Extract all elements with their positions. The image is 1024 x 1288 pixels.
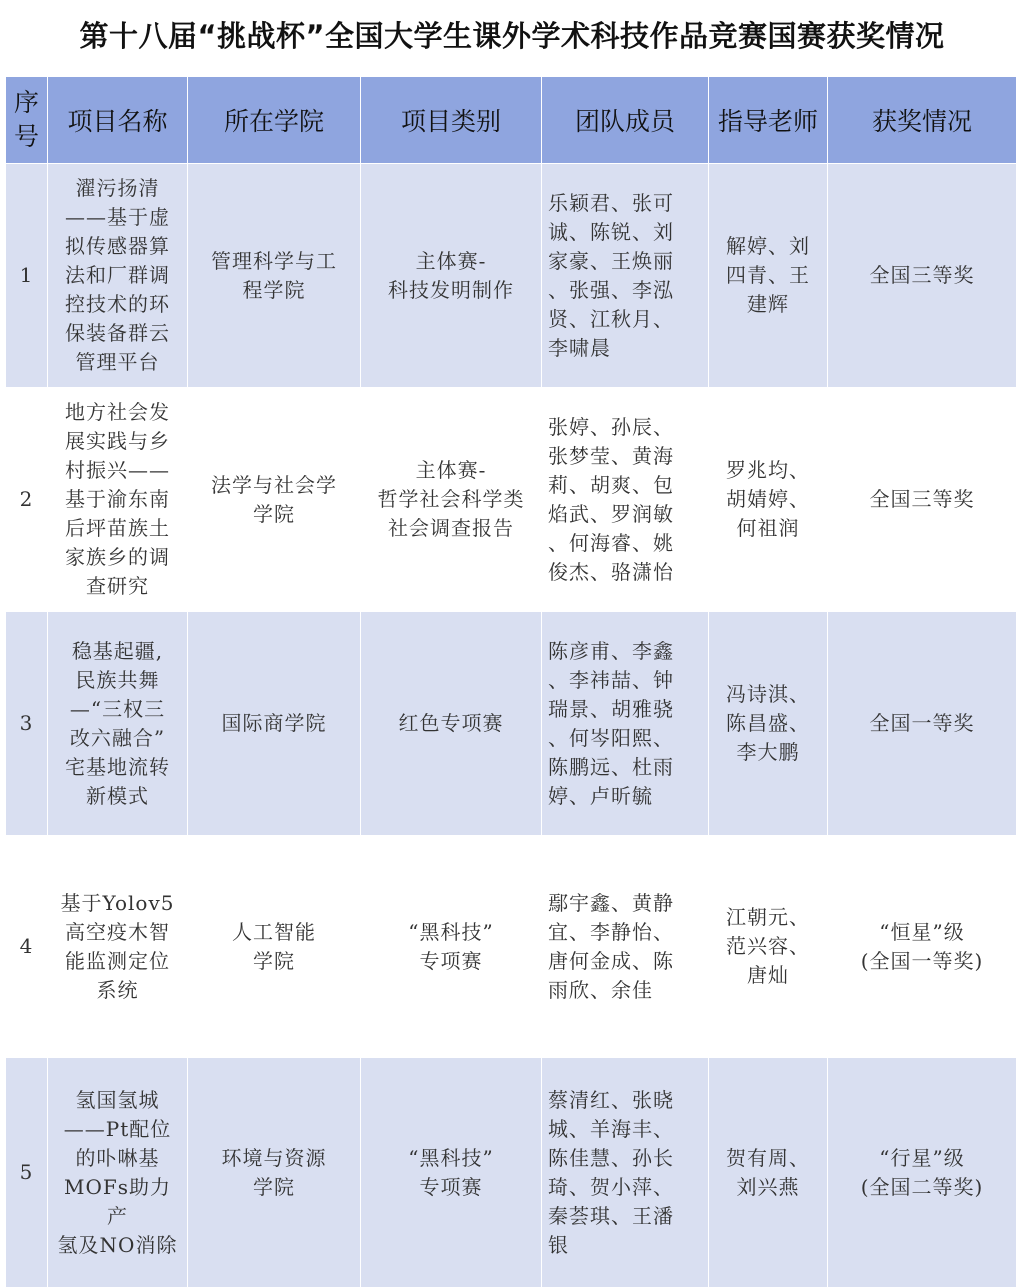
cell-line: 焰武、罗润敏 bbox=[548, 501, 674, 526]
cell-line: 李啸晨 bbox=[548, 335, 611, 360]
award-cell bbox=[828, 164, 1017, 388]
cell-line: 、张强、李泓 bbox=[548, 277, 674, 302]
award-cell bbox=[828, 612, 1017, 836]
advisor-cell bbox=[709, 164, 828, 388]
cell-line: 地方社会发 bbox=[65, 400, 170, 424]
award-cell bbox=[828, 1058, 1017, 1288]
cell-line: 主体赛- bbox=[415, 458, 487, 482]
cell-line: 范兴容、 bbox=[726, 934, 810, 958]
cell-line: 、李祎喆、钟 bbox=[548, 667, 674, 692]
header-category: 项目类别 bbox=[361, 77, 542, 164]
cell-line: 管理科学与工 bbox=[211, 248, 337, 273]
project-name-cell bbox=[48, 164, 188, 388]
cell-line: 保装备群云 bbox=[65, 321, 170, 345]
cell-line: 家族乡的调 bbox=[65, 545, 170, 569]
cell-line: 哲学社会科学类 bbox=[377, 487, 525, 511]
cell-line: 江朝元、 bbox=[726, 905, 810, 929]
cell-line: ——基于虚 bbox=[65, 205, 170, 229]
cell-line: 四青、王 bbox=[726, 263, 810, 287]
cell-line: 环境与资源 bbox=[221, 1145, 327, 1170]
cell-line: MOFs助力产 bbox=[63, 1174, 171, 1228]
cell-line: 俊杰、骆潇怡 bbox=[548, 559, 674, 584]
cell-line: 宜、李静怡、 bbox=[548, 919, 674, 944]
cell-line: 瑞景、胡雅骁 bbox=[548, 696, 674, 721]
college-cell bbox=[188, 836, 361, 1058]
cell-line: 蔡清红、张晓 bbox=[548, 1087, 674, 1112]
cell-line: (全国一等奖) bbox=[860, 948, 984, 973]
cell-line: 鄢宇鑫、黄静 bbox=[548, 890, 674, 915]
cell-line: 新模式 bbox=[86, 783, 149, 808]
cell-line: —“三权三 bbox=[69, 696, 166, 721]
header-members: 团队成员 bbox=[542, 77, 709, 164]
advisor-cell bbox=[709, 836, 828, 1058]
table-row bbox=[6, 388, 1017, 612]
page-title: 第十八届“挑战杯”全国大学生课外学术科技作品竞赛国赛获奖情况 bbox=[79, 19, 945, 53]
cell-line: 改六融合” bbox=[69, 725, 166, 750]
cell-line: 唐何金成、陈 bbox=[548, 948, 674, 973]
cell-line: 学院 bbox=[253, 948, 295, 973]
cell-line: 张梦莹、黄海 bbox=[548, 443, 674, 468]
advisor-cell bbox=[709, 612, 828, 836]
cell-line: 建辉 bbox=[747, 292, 789, 316]
cell-line: 法和厂群调 bbox=[65, 263, 170, 287]
cell-line: 全国三等奖 bbox=[869, 263, 975, 287]
cell-line: 基于Yolov5 bbox=[60, 890, 175, 915]
cell-line: 主体赛- bbox=[415, 248, 487, 273]
cell-line: 的卟啉基 bbox=[75, 1145, 160, 1170]
cell-line: 城、羊海丰、 bbox=[548, 1116, 674, 1141]
cell-line: 贺有周、 bbox=[726, 1145, 810, 1170]
cell-line: 乐颖君、张可 bbox=[548, 190, 674, 215]
members-cell bbox=[542, 1058, 709, 1288]
seq-cell bbox=[6, 1058, 48, 1288]
cell-line: 秦荟琪、王潘 bbox=[548, 1203, 674, 1228]
award-cell bbox=[828, 836, 1017, 1058]
award-cell bbox=[828, 388, 1017, 612]
cell-line: 氢国氢城 bbox=[75, 1087, 160, 1112]
cell-line: 何祖润 bbox=[736, 516, 800, 540]
cell-line: 红色专项赛 bbox=[398, 711, 504, 735]
cell-line: 莉、胡爽、包 bbox=[548, 472, 674, 497]
college-cell bbox=[188, 164, 361, 388]
cell-line: 银 bbox=[548, 1232, 569, 1257]
seq-cell bbox=[6, 836, 48, 1058]
category-cell bbox=[361, 612, 542, 836]
college-cell bbox=[188, 612, 361, 836]
cell-line: ——Pt配位 bbox=[63, 1116, 172, 1141]
cell-line: 刘兴燕 bbox=[736, 1174, 800, 1199]
table-row bbox=[6, 612, 1017, 836]
cell-line: 雨欣、余佳 bbox=[548, 977, 653, 1002]
cell-line: 管理平台 bbox=[75, 350, 160, 374]
cell-line: 解婷、刘 bbox=[726, 234, 810, 258]
advisor-cell bbox=[709, 1058, 828, 1288]
cell-line: 法学与社会学 bbox=[211, 472, 337, 497]
cell-line: 诚、陈锐、刘 bbox=[548, 219, 674, 244]
cell-line: 3 bbox=[19, 711, 34, 735]
cell-line: 陈昌盛、 bbox=[726, 711, 810, 735]
cell-line: 后坪苗族土 bbox=[65, 516, 170, 540]
cell-line: 控技术的环 bbox=[65, 292, 170, 316]
cell-line: 全国一等奖 bbox=[869, 711, 975, 735]
cell-line: 能监测定位 bbox=[65, 948, 170, 973]
cell-line: “黑科技” bbox=[408, 1145, 494, 1170]
cell-line: 基于渝东南 bbox=[65, 487, 170, 511]
cell-line: 陈彦甫、李鑫 bbox=[548, 638, 674, 663]
cell-line: 民族共舞 bbox=[75, 667, 160, 692]
cell-line: 4 bbox=[19, 934, 34, 958]
cell-line: 系统 bbox=[96, 977, 139, 1002]
cell-line: 专项赛 bbox=[419, 948, 483, 973]
cell-line: 濯污扬清 bbox=[75, 176, 160, 200]
cell-line: 胡婧婷、 bbox=[726, 487, 810, 511]
cell-line: 贤、江秋月、 bbox=[548, 306, 674, 331]
cell-line: 宅基地流转 bbox=[65, 754, 170, 779]
cell-line: 科技发明制作 bbox=[388, 277, 514, 302]
cell-line: “黑科技” bbox=[408, 919, 494, 944]
cell-line: 李大鹏 bbox=[736, 740, 800, 764]
cell-line: (全国二等奖) bbox=[860, 1174, 984, 1199]
cell-line: 2 bbox=[19, 487, 34, 511]
category-cell bbox=[361, 836, 542, 1058]
cell-line: 陈佳慧、孙长 bbox=[548, 1145, 674, 1170]
table-row bbox=[6, 1058, 1017, 1288]
cell-line: 专项赛 bbox=[419, 1174, 483, 1199]
members-cell bbox=[542, 836, 709, 1058]
cell-line: 高空疫木智 bbox=[65, 919, 170, 944]
cell-line: 婷、卢昕毓 bbox=[548, 783, 653, 808]
header-college: 所在学院 bbox=[188, 77, 361, 164]
cell-line: 、何海睿、姚 bbox=[548, 530, 674, 555]
category-cell bbox=[361, 1058, 542, 1288]
cell-line: 展实践与乡 bbox=[65, 429, 170, 453]
advisor-cell bbox=[709, 388, 828, 612]
header-seq: 序 号 bbox=[6, 77, 48, 164]
project-name-cell bbox=[48, 1058, 188, 1288]
table-row bbox=[6, 164, 1017, 388]
cell-line: 查研究 bbox=[86, 574, 149, 598]
table-header-row bbox=[6, 77, 1017, 164]
college-cell bbox=[188, 1058, 361, 1288]
cell-line: 张婷、孙辰、 bbox=[548, 414, 674, 439]
cell-line: 程学院 bbox=[242, 277, 306, 302]
project-name-cell bbox=[48, 612, 188, 836]
seq-cell bbox=[6, 612, 48, 836]
project-name-cell bbox=[48, 836, 188, 1058]
cell-line: 1 bbox=[19, 263, 34, 287]
cell-line: 村振兴—— bbox=[65, 458, 170, 482]
header-award: 获奖情况 bbox=[828, 77, 1017, 164]
cell-line: 琦、贺小萍、 bbox=[548, 1174, 674, 1199]
seq-cell bbox=[6, 388, 48, 612]
cell-line: 氢及NO消除 bbox=[57, 1232, 178, 1257]
category-cell bbox=[361, 164, 542, 388]
awards-table bbox=[5, 76, 1017, 1288]
cell-line: 全国三等奖 bbox=[869, 487, 975, 511]
members-cell bbox=[542, 164, 709, 388]
cell-line: 学院 bbox=[253, 1174, 295, 1199]
table-row bbox=[6, 836, 1017, 1058]
members-cell bbox=[542, 388, 709, 612]
project-name-cell bbox=[48, 388, 188, 612]
header-advisor: 指导老师 bbox=[709, 77, 828, 164]
members-cell bbox=[542, 612, 709, 836]
cell-line: 拟传感器算 bbox=[65, 234, 170, 258]
cell-line: “恒星”级 bbox=[879, 919, 965, 944]
cell-line: 陈鹏远、杜雨 bbox=[548, 754, 674, 779]
seq-cell bbox=[6, 164, 48, 388]
cell-line: “行星”级 bbox=[879, 1145, 965, 1170]
cell-line: 5 bbox=[19, 1160, 34, 1184]
cell-line: 学院 bbox=[253, 501, 295, 526]
cell-line: 唐灿 bbox=[747, 963, 789, 987]
cell-line: 罗兆均、 bbox=[726, 458, 810, 482]
cell-line: 冯诗淇、 bbox=[726, 682, 810, 706]
cell-line: 社会调查报告 bbox=[388, 516, 514, 540]
cell-line: 稳基起疆, bbox=[71, 638, 164, 663]
college-cell bbox=[188, 388, 361, 612]
cell-line: 国际商学院 bbox=[221, 711, 327, 735]
header-name: 项目名称 bbox=[48, 77, 188, 164]
cell-line: 家豪、王焕丽 bbox=[548, 248, 674, 273]
cell-line: 人工智能 bbox=[232, 919, 316, 944]
cell-line: 、何岑阳熙、 bbox=[548, 725, 674, 750]
category-cell bbox=[361, 388, 542, 612]
